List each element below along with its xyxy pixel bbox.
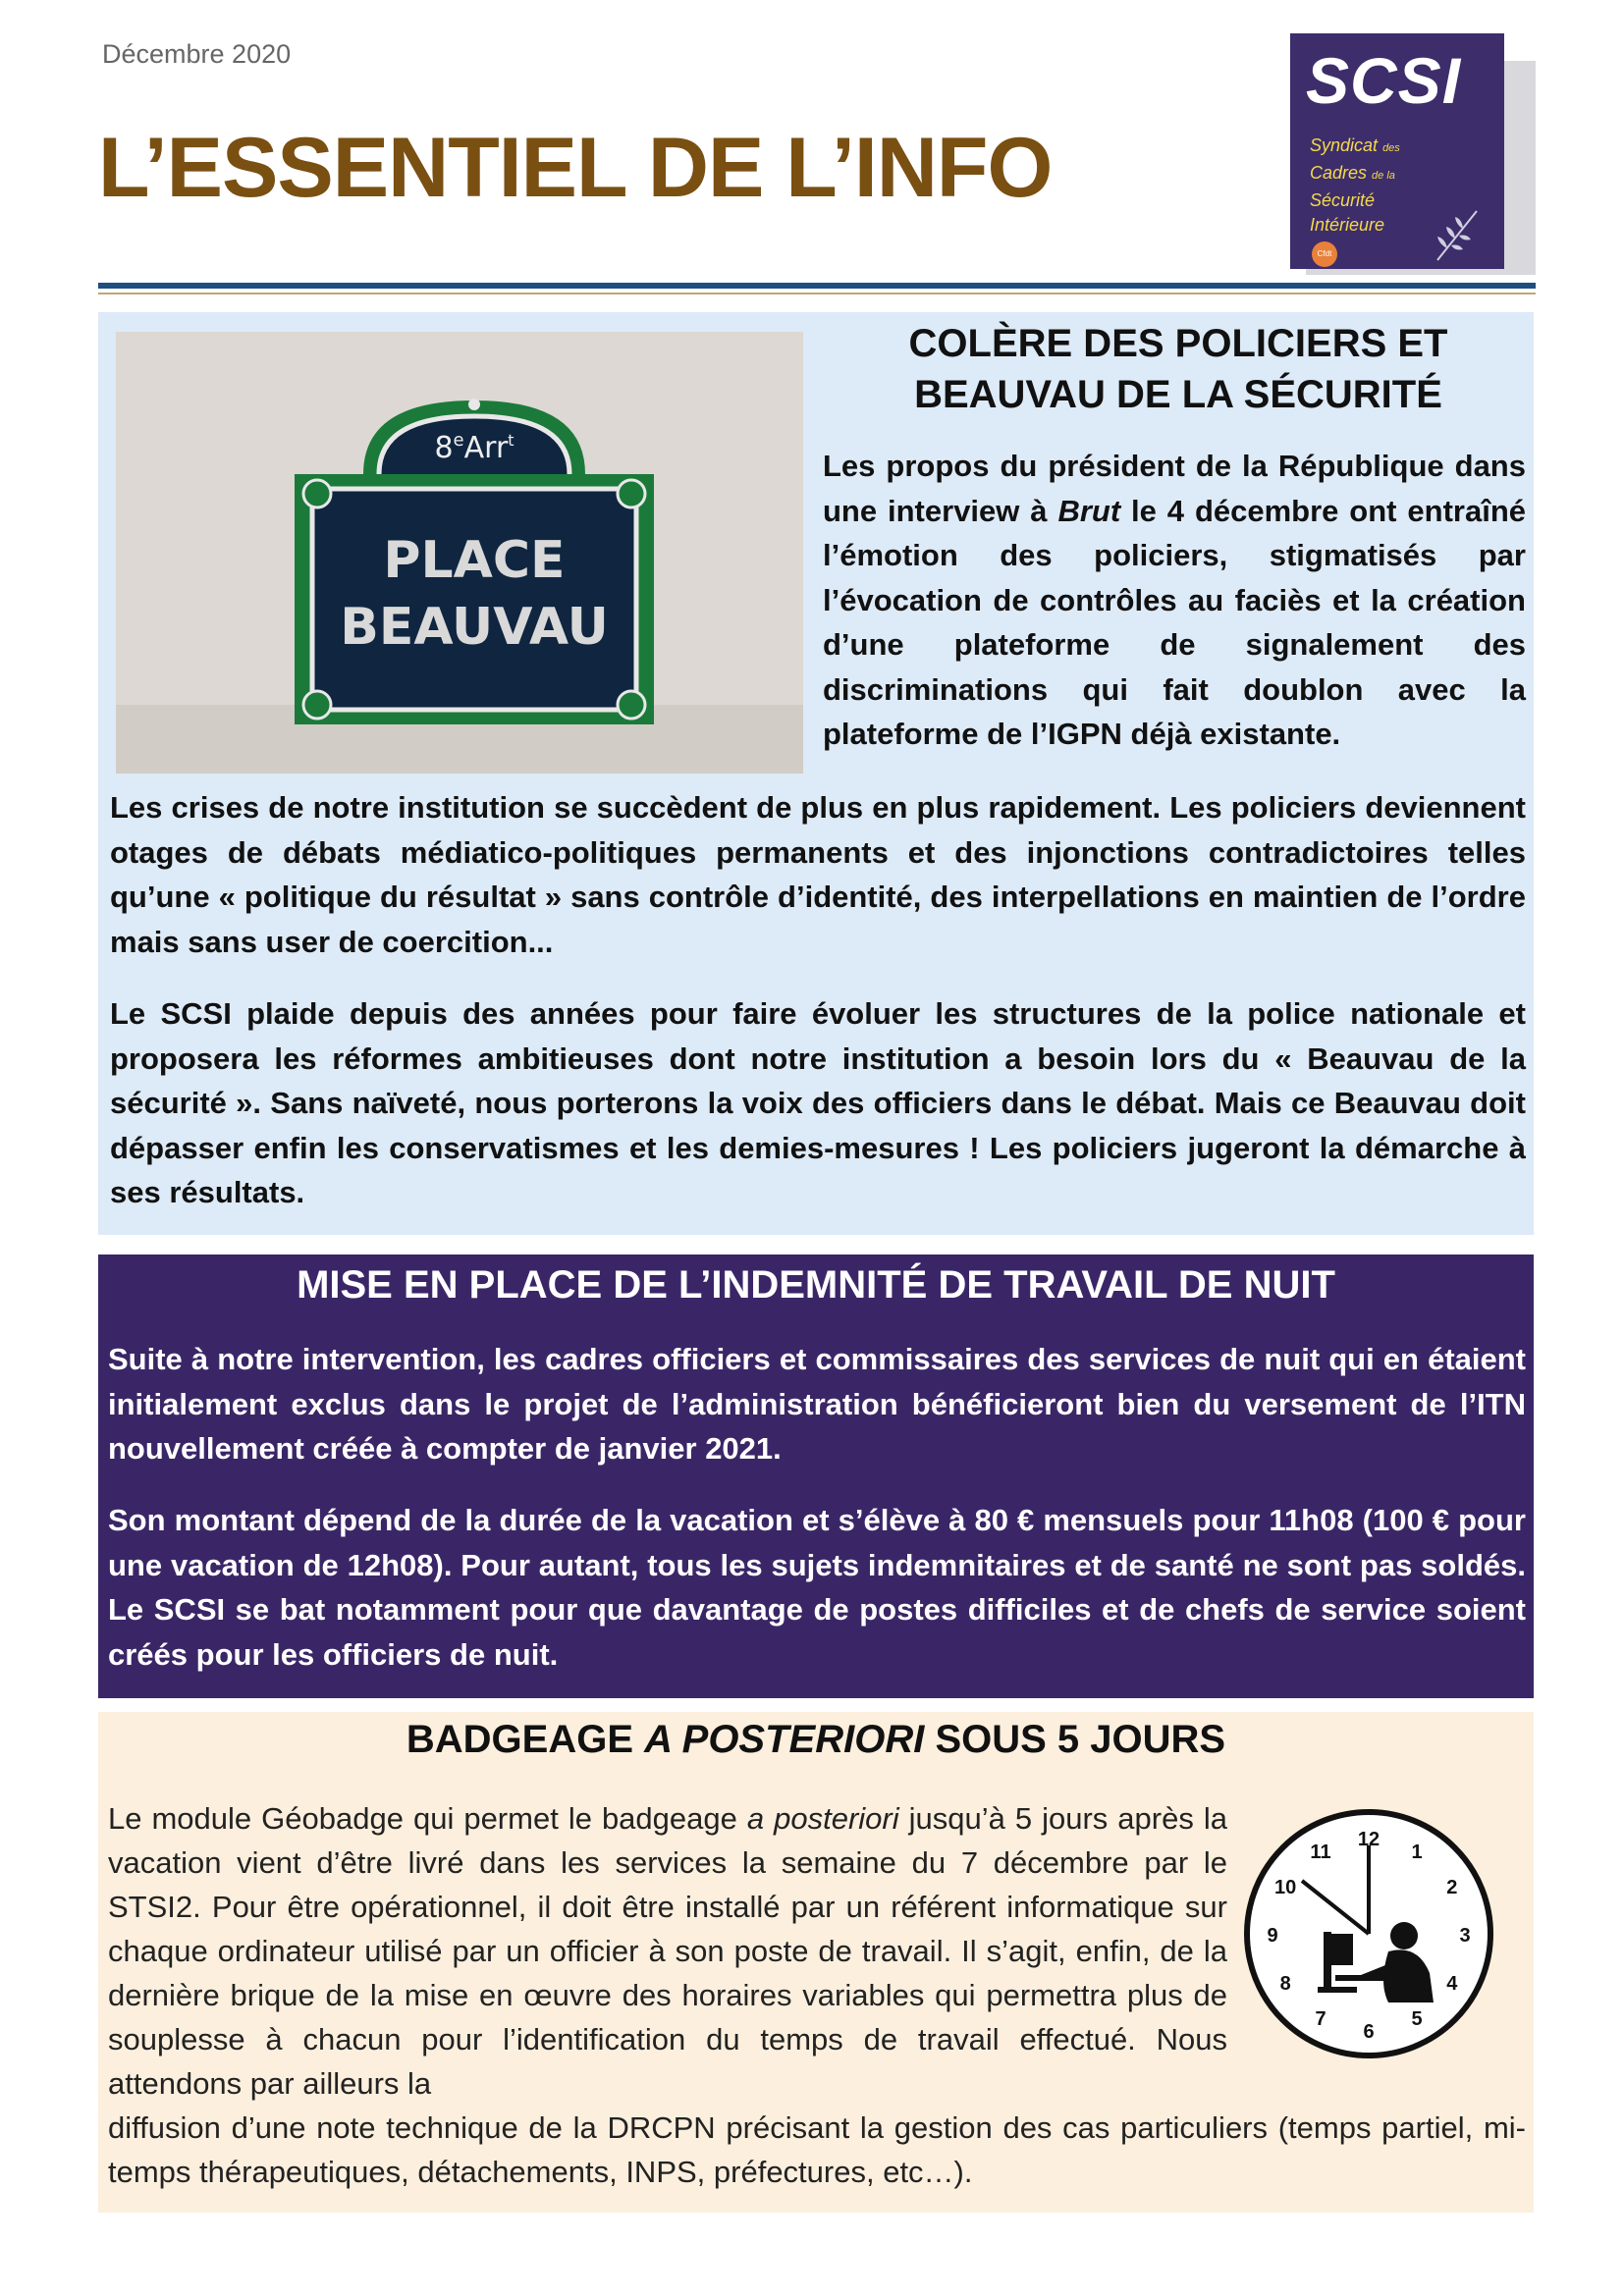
section-paragraph: Le SCSI plaide depuis des années pour faire évoluer les structures de la police nationale et proposera les réformes ambitieuses dont notre institution a besoin lors du « Beauvau de la sécurité ». Sans naïveté, nous porterons la voix des officiers dans le débat. Mais ce Beauvau doit dépasser enfin les conservatismes et les demies-mesures ! Les policiers jugeront la démarche à ses résultats. (110, 996, 1526, 1209)
section-paragraph: Les crises de notre institution se succèdent de plus en plus rapidement. Les policiers deviennent otages de débats médiatico-politiques permanents et des injonctions contradictoires telles qu’une « politique du résultat » sans contrôle d’identité, des interpellations en maintien de l’ordre mais sans user de coercition... (110, 790, 1526, 959)
clock-numeral: 11 (1310, 1842, 1331, 1864)
clock-numeral: 1 (1411, 1842, 1423, 1864)
section-badgeage (98, 1712, 1534, 2213)
section-night-allowance (98, 1255, 1534, 1698)
street-sign-illustration (116, 332, 803, 774)
clock-numeral: 10 (1274, 1877, 1297, 1898)
cfdt-badge: Cfdt (1312, 241, 1337, 267)
logo-subtitle: Syndicat des Cadres de la Sécurité Intérieure (1310, 135, 1400, 235)
header-rule-accent (98, 293, 1536, 294)
section-paragraph: Son montant dépend de la durée de la vacation et s’élève à 80 € mensuels pour 11h08 (100 € pour une vacation de 12h08). Pour autant, tous les sujets indemnitaires et de santé ne sont pas soldés. Le SCSI se bat notamment pour que davantage de postes difficiles et de chefs de service soient créés pour les officiers de nuit. (108, 1503, 1526, 1672)
section-beauvau (98, 312, 1534, 1235)
clock-numeral: 8 (1279, 1973, 1291, 1995)
section-paragraph: Suite à notre intervention, les cadres officiers et commissaires des services de nuit qui en étaient initialement exclus dans le projet de l’administration bénéficieront bien du versement de l’ITN nouvellement créée à compter de janvier 2021. (108, 1342, 1526, 1466)
section-title: BADGEAGE A POSTERIORI SOUS 5 JOURS (406, 1718, 1226, 1761)
section-title: MISE EN PLACE DE L’INDEMNITÉ DE TRAVAIL DE NUIT (297, 1263, 1335, 1307)
section-paragraph: Le module Géobadge qui permet le badgeage a posteriori jusqu’à 5 jours après la vacation vient d’être livré dans les services la semaine du 7 décembre par le STSI2. Pour être opérationnel, il doit être installé par un référent informatique sur chaque ordinateur utilisé par un officier à son poste de travail. Il s’agit, enfin, de la dernière brique de la mise en œuvre des horaires variables qui permettra plus de souplesse à chacun pour l’identification du temps de travail effectué. Nous attendons par ailleurs la (108, 1801, 1227, 2101)
place-beauvau-photo (116, 332, 803, 774)
laurel-icon (1428, 206, 1487, 265)
clock-numeral: 12 (1357, 1829, 1380, 1850)
header-rule (98, 283, 1536, 289)
clock-icon (1241, 1806, 1496, 2061)
clock-numeral: 7 (1315, 2007, 1326, 2030)
section-paragraph: Les propos du président de la République dans une interview à Brut le 4 décembre ont entraîné l’émotion des policiers, stigmatisés par l’évocation de contrôles au faciès et la création d’une plateforme de signalement des discriminations qui fait doublon avec la plateforme de l’IGPN déjà existante. (823, 449, 1526, 751)
clock-numeral: 6 (1363, 2021, 1375, 2043)
page-title: L’ESSENTIEL DE L’INFO (98, 121, 1053, 215)
clock-numeral: 5 (1411, 2007, 1423, 2030)
issue-date: Décembre 2020 (102, 39, 292, 69)
sign-line-1: PLACE (383, 531, 566, 590)
clock-numeral: 9 (1267, 1925, 1278, 1947)
clock-numeral: 4 (1446, 1973, 1458, 1995)
clock-numeral: 2 (1446, 1877, 1458, 1898)
arrondissement-label: 8eArr$^t$ (434, 430, 514, 465)
section-title: COLÈRE DES POLICIERS ET BEAUVAU DE LA SÉCURITÉ (908, 322, 1448, 416)
sign-line-2: BEAUVAU (340, 598, 609, 657)
scsi-logo (1290, 33, 1504, 269)
clock-numeral: 3 (1459, 1925, 1471, 1947)
logo-acronym: SCSI (1306, 44, 1462, 117)
section-paragraph: diffusion d’une note technique de la DRCPN précisant la gestion des cas particuliers (temps partiel, mi-temps thérapeutiques, détachements, INPS, préfectures, etc…). (108, 2110, 1526, 2189)
